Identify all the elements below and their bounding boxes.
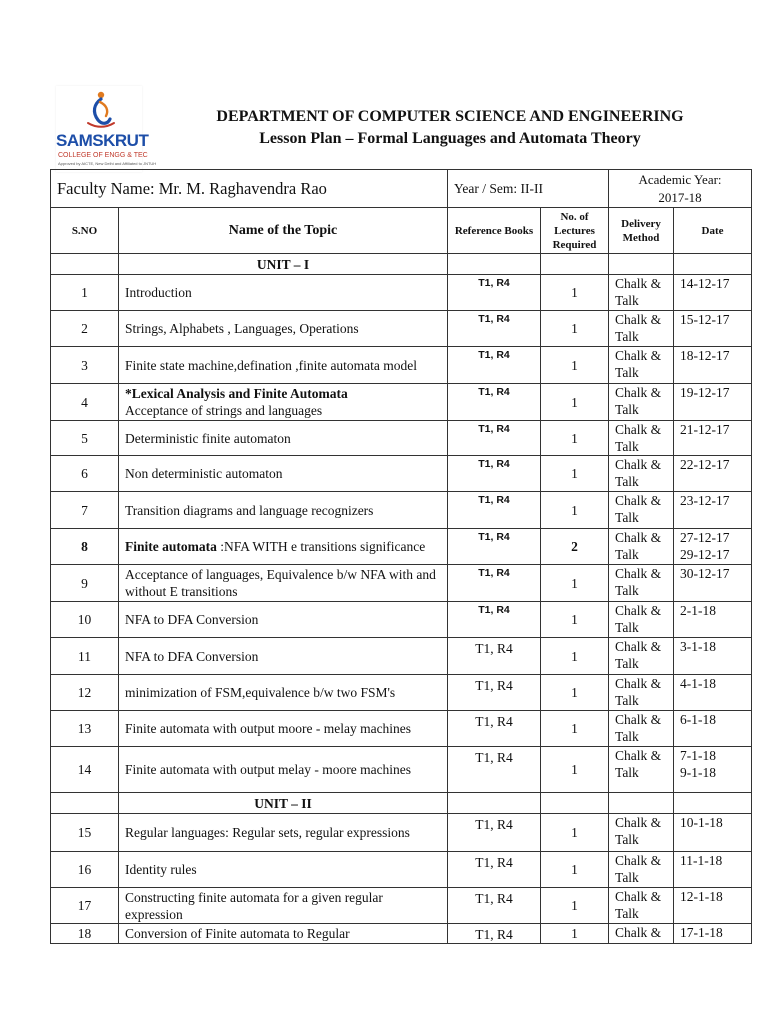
unit-2-row	[51, 793, 752, 814]
lesson-plan-table	[50, 169, 752, 944]
row-lectures: 1	[541, 565, 609, 602]
row-date	[674, 275, 752, 311]
row-date	[674, 384, 752, 421]
table-row	[51, 924, 752, 944]
col-header-topic: Name of the Topic	[119, 208, 448, 254]
table-row	[51, 311, 752, 347]
row-topic	[119, 347, 448, 384]
unit-empty-cell	[609, 793, 674, 814]
row-date-value: 21-12-17	[680, 422, 730, 437]
unit-empty-cell	[448, 254, 541, 275]
col-header-sno: S.NO	[51, 208, 119, 254]
department-title: DEPARTMENT OF COMPUTER SCIENCE AND ENGINEERING	[216, 108, 684, 125]
dancer-emblem-icon	[82, 90, 118, 130]
unit-title: UNIT – II	[119, 793, 448, 814]
academic-year-cell	[609, 170, 752, 208]
row-delivery: Chalk &	[609, 924, 674, 944]
row-delivery: Chalk & Talk	[609, 888, 674, 924]
table-row	[51, 275, 752, 311]
faculty-row	[51, 170, 752, 208]
row-sno: 9	[51, 565, 119, 602]
row-topic	[119, 384, 448, 421]
row-date	[674, 421, 752, 456]
row-ref: T1, R4	[448, 565, 541, 602]
row-ref: T1, R4	[448, 275, 541, 311]
row-lectures: 1	[541, 275, 609, 311]
row-topic	[119, 529, 448, 565]
row-sno: 6	[51, 456, 119, 492]
row-date	[674, 529, 752, 565]
row-date-value: 10-1-18	[680, 815, 723, 830]
row-date-value: 2-1-18	[680, 603, 717, 618]
row-delivery: Chalk & Talk	[609, 675, 674, 711]
row-topic	[119, 456, 448, 492]
row-date-value: 23-12-17	[680, 493, 730, 508]
row-ref: T1, R4	[448, 456, 541, 492]
row-topic-text: Identity rules	[125, 862, 197, 877]
row-ref: T1, R4	[448, 711, 541, 747]
row-delivery: Chalk & Talk	[609, 852, 674, 888]
row-sno: 12	[51, 675, 119, 711]
row-topic	[119, 492, 448, 529]
row-date	[674, 924, 752, 944]
row-topic-text: Finite automata with output melay - moore machines	[125, 762, 412, 777]
row-topic-text: Strings, Alphabets , Languages, Operations	[125, 321, 359, 336]
row-delivery: Chalk & Talk	[609, 456, 674, 492]
table-row	[51, 347, 752, 384]
row-date	[674, 888, 752, 924]
col-header-ref: Reference Books	[448, 208, 541, 254]
row-topic-text: Conversion of Finite automata to Regular	[125, 926, 350, 941]
row-topic-text: Transition diagrams and language recognizers	[125, 502, 374, 518]
row-topic	[119, 675, 448, 711]
row-topic-text: NFA to DFA Conversion	[125, 612, 259, 627]
row-topic	[119, 638, 448, 675]
table-row	[51, 602, 752, 638]
row-sno: 10	[51, 602, 119, 638]
table-row	[51, 384, 752, 421]
row-delivery: Chalk & Talk	[609, 492, 674, 529]
row-date	[674, 814, 752, 852]
row-topic-text: Introduction	[125, 285, 192, 300]
row-date	[674, 456, 752, 492]
row-lectures: 1	[541, 814, 609, 852]
unit-empty-cell	[674, 254, 752, 275]
row-sno: 13	[51, 711, 119, 747]
row-sno: 15	[51, 814, 119, 852]
row-delivery: Chalk & Talk	[609, 275, 674, 311]
row-date-value: 15-12-17	[680, 312, 730, 327]
table-header-row	[51, 208, 752, 254]
row-topic-text: Constructing finite automata for a given regular expression	[125, 889, 383, 922]
row-ref: T1, R4	[448, 814, 541, 852]
row-topic	[119, 565, 448, 602]
unit-empty-cell	[609, 254, 674, 275]
row-delivery: Chalk & Talk	[609, 565, 674, 602]
row-date-value: 3-1-18	[680, 639, 717, 654]
row-date	[674, 638, 752, 675]
row-topic	[119, 852, 448, 888]
row-lectures: 1	[541, 602, 609, 638]
row-sno: 8	[51, 529, 119, 565]
row-date	[674, 347, 752, 384]
row-sno: 16	[51, 852, 119, 888]
row-topic	[119, 421, 448, 456]
table-row	[51, 565, 752, 602]
row-topic	[119, 814, 448, 852]
row-topic	[119, 924, 448, 944]
row-sno: 2	[51, 311, 119, 347]
row-topic-text: Acceptance of strings and languages	[125, 403, 323, 418]
row-date	[674, 565, 752, 602]
table-row	[51, 456, 752, 492]
row-topic-text: minimization of FSM,equivalence b/w two FSM's	[125, 685, 396, 700]
row-sno: 4	[51, 384, 119, 421]
table-row	[51, 814, 752, 852]
row-ref: T1, R4	[448, 924, 541, 944]
row-lectures: 1	[541, 747, 609, 793]
row-date-value: 17-1-18	[680, 925, 723, 940]
row-topic-text: NFA to DFA Conversion	[125, 648, 259, 664]
table-row	[51, 529, 752, 565]
row-lectures: 1	[541, 384, 609, 421]
row-topic-text: Finite state machine,defination ,finite automata model	[125, 357, 418, 373]
row-topic	[119, 747, 448, 793]
row-ref: T1, R4	[448, 888, 541, 924]
row-topic	[119, 602, 448, 638]
row-date-value: 12-1-18	[680, 889, 723, 904]
table-row	[51, 888, 752, 924]
row-date	[674, 602, 752, 638]
row-delivery: Chalk & Talk	[609, 311, 674, 347]
row-lectures: 1	[541, 421, 609, 456]
row-sno: 7	[51, 492, 119, 529]
row-date	[674, 311, 752, 347]
row-delivery: Chalk & Talk	[609, 638, 674, 675]
row-delivery: Chalk & Talk	[609, 421, 674, 456]
row-lectures: 1	[541, 888, 609, 924]
table-row	[51, 711, 752, 747]
col-header-lectures: No. of Lectures Required	[541, 208, 609, 254]
row-lectures: 1	[541, 711, 609, 747]
unit-title: UNIT – I	[119, 254, 448, 275]
row-topic-text: Regular languages: Regular sets, regular expressions	[125, 825, 410, 840]
row-topic-text: Deterministic finite automaton	[125, 430, 291, 446]
unit-empty-cell	[51, 793, 119, 814]
row-date	[674, 492, 752, 529]
row-topic-text: Non deterministic automaton	[125, 466, 283, 481]
row-delivery: Chalk & Talk	[609, 747, 674, 793]
row-ref: T1, R4	[448, 311, 541, 347]
logo-subtitle: COLLEGE OF ENGG & TEC	[58, 152, 148, 159]
row-lectures: 1	[541, 638, 609, 675]
row-delivery: Chalk & Talk	[609, 384, 674, 421]
row-ref: T1, R4	[448, 852, 541, 888]
unit-empty-cell	[674, 793, 752, 814]
table-row	[51, 747, 752, 793]
row-lectures: 1	[541, 456, 609, 492]
unit-empty-cell	[541, 254, 609, 275]
lesson-plan-title: Lesson Plan – Formal Languages and Automata Theory	[259, 130, 641, 147]
row-topic-bold: Finite automata	[125, 539, 217, 554]
college-logo	[56, 86, 157, 172]
row-topic	[119, 275, 448, 311]
row-date-value: 19-12-17	[680, 385, 730, 400]
row-sno: 11	[51, 638, 119, 675]
row-date-value-2: 29-12-17	[680, 547, 730, 562]
row-topic-text: Acceptance of languages, Equivalence b/w NFA with and without E transitions	[125, 567, 436, 599]
logo-tagline: Approved by AICTE, New Delhi and Affiliated to JNTUH	[58, 161, 157, 166]
row-date	[674, 852, 752, 888]
logo-brand: SAMSKRUT	[56, 131, 149, 150]
table-row	[51, 675, 752, 711]
row-date-value: 7-1-18	[680, 748, 717, 763]
row-ref: T1, R4	[448, 747, 541, 793]
academic-year-value: 2017-18	[658, 189, 702, 205]
row-date-value: 27-12-17	[680, 530, 730, 545]
col-header-delivery: Delivery Method	[609, 208, 674, 254]
row-lectures: 1	[541, 311, 609, 347]
year-sem: Year / Sem: II-II	[448, 170, 609, 208]
row-topic-text: Finite automata with output moore - melay machines	[125, 721, 412, 736]
row-date-value: 14-12-17	[680, 276, 730, 291]
row-lectures: 1	[541, 675, 609, 711]
row-date-value: 22-12-17	[680, 457, 730, 472]
row-delivery: Chalk & Talk	[609, 347, 674, 384]
row-sno: 3	[51, 347, 119, 384]
row-ref: T1, R4	[448, 421, 541, 456]
row-lectures: 1	[541, 347, 609, 384]
row-topic-bold: *Lexical Analysis and Finite Automata	[125, 386, 348, 401]
row-ref: T1, R4	[448, 384, 541, 421]
row-sno: 17	[51, 888, 119, 924]
table-row	[51, 421, 752, 456]
row-lectures: 1	[541, 924, 609, 944]
row-date	[674, 747, 752, 793]
row-date-value: 4-1-18	[680, 676, 717, 691]
table-row	[51, 852, 752, 888]
unit-empty-cell	[448, 793, 541, 814]
col-header-date: Date	[674, 208, 752, 254]
row-date-value: 18-12-17	[680, 348, 730, 363]
row-date-value-2: 9-1-18	[680, 765, 717, 780]
row-delivery: Chalk & Talk	[609, 814, 674, 852]
row-sno: 5	[51, 421, 119, 456]
row-lectures: 1	[541, 492, 609, 529]
unit-empty-cell	[51, 254, 119, 275]
unit-1-row	[51, 254, 752, 275]
row-ref: T1, R4	[448, 675, 541, 711]
row-topic	[119, 311, 448, 347]
row-ref: T1, R4	[448, 638, 541, 675]
row-lectures: 1	[541, 852, 609, 888]
row-topic	[119, 711, 448, 747]
row-delivery: Chalk & Talk	[609, 529, 674, 565]
row-date-value: 30-12-17	[680, 566, 730, 581]
row-ref: T1, R4	[448, 492, 541, 529]
row-ref: T1, R4	[448, 529, 541, 565]
row-delivery: Chalk & Talk	[609, 602, 674, 638]
row-sno: 14	[51, 747, 119, 793]
table-row	[51, 638, 752, 675]
row-date-value: 6-1-18	[680, 712, 717, 727]
row-lectures: 2	[541, 529, 609, 565]
row-date	[674, 675, 752, 711]
row-date	[674, 711, 752, 747]
row-delivery: Chalk & Talk	[609, 711, 674, 747]
unit-empty-cell	[541, 793, 609, 814]
row-ref: T1, R4	[448, 602, 541, 638]
row-topic	[119, 888, 448, 924]
row-sno: 18	[51, 924, 119, 944]
row-ref: T1, R4	[448, 347, 541, 384]
row-topic-text: :NFA WITH e transitions significance	[216, 539, 426, 554]
row-sno: 1	[51, 275, 119, 311]
row-date-value: 11-1-18	[680, 853, 723, 868]
table-row	[51, 492, 752, 529]
academic-year-label: Academic Year:	[638, 171, 722, 187]
faculty-name: Faculty Name: Mr. M. Raghavendra Rao	[51, 170, 448, 208]
